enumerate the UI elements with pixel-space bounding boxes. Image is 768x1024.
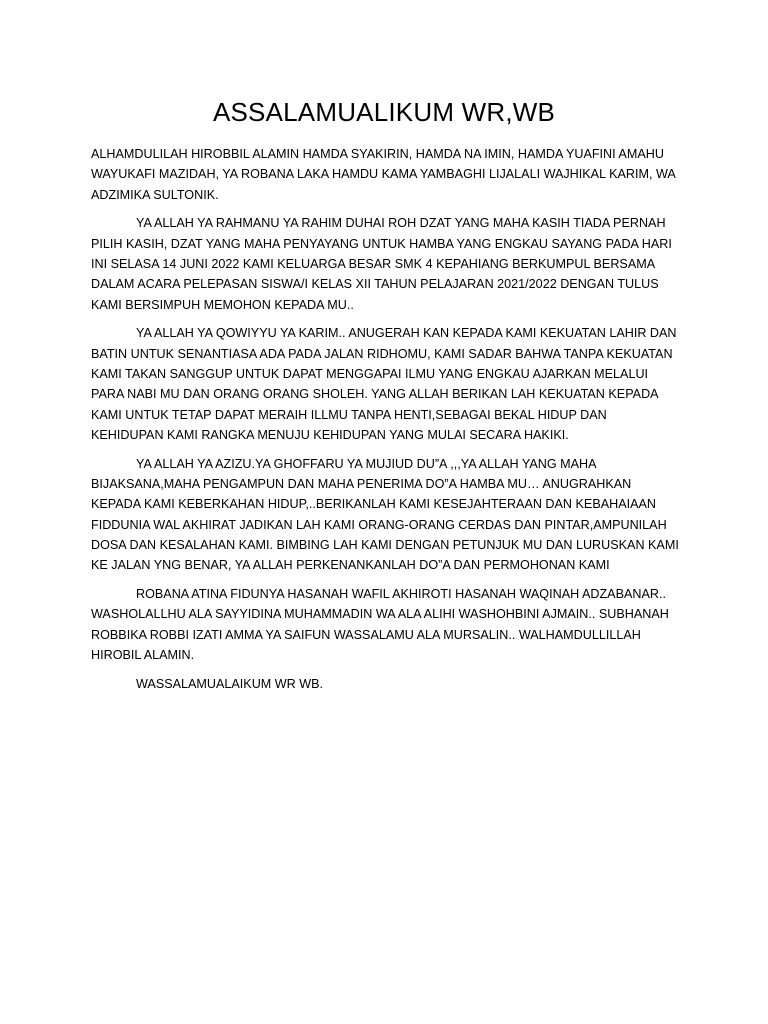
paragraph-closing: WASSALAMUALAIKUM WR WB. bbox=[136, 676, 324, 691]
paragraph-robana-atina: ROBANA ATINA FIDUNYA HASANAH WAFIL AKHIROTI HASANAH WAQINAH ADZABANAR.. WASHOLALLHU ALA SAYYIDINA MUHAMMADIN WA ALA ALIHI WASHOHBINI AJMAIN.. SUBHANAH ROBBIKA ROBBI IZATI AMMA YA SAIFUN WASSALAMU ALA MURSALIN.. WALHAMDULLILLAH HIROBIL ALAMIN. bbox=[91, 586, 669, 662]
page-title: ASSALAMUALIKUM WR,WB bbox=[212, 97, 556, 127]
paragraph-opening: ALHAMDULILAH HIROBBIL ALAMIN HAMDA SYAKIRIN, HAMDA NA IMIN, HAMDA YUAFINI AMAHU WAYUKAFI MAZIDAH, YA ROBANA LAKA HAMDU KAMA YAMBAGHI LIJALALI WAJHIKAL KARIM, WA ADZIMIKA SULTONIK. bbox=[91, 147, 676, 202]
paragraph-ya-rahmanu: YA ALLAH YA RAHMANU YA RAHIM DUHAI ROH DZAT YANG MAHA KASIH TIADA PERNAH PILIH KASIH, DZAT YANG MAHA PENYAYANG UNTUK HAMBA YANG ENGKAU SAYANG PADA HARI INI SELASA 14 JUNI 2022 KAMI KELUARGA BESAR SMK 4 KEPAHIANG BERKUMPUL BERSAMA DALAM ACARA PELEPASAN SISWA/I KELAS XII TAHUN PELAJARAN 2021/2022 DENGAN TULUS KAMI BERSIMPUH MEMOHON KEPADA MU.. bbox=[91, 216, 672, 312]
document-body bbox=[91, 144, 681, 702]
paragraph-ya-azizu: YA ALLAH YA AZIZU.YA GHOFFARU YA MUJIUD DU”A ,,,YA ALLAH YANG MAHA BIJAKSANA,MAHA PENGAMPUN DAN MAHA PENERIMA DO”A HAMBA MU… ANUGRAHKAN KEPADA KAMI KEBERKAHAN HIDUP,..BERIKANLAH KAMI KESEJAHTERAAN DAN KEBAHAIAAN FIDDUNIA WAL AKHIRAT JADIKAN LAH KAMI ORANG-ORANG CERDAS DAN PINTAR,AMPUNILAH DOSA DAN KESALAHAN KAMI. BIMBING LAH KAMI DENGAN PETUNJUK MU DAN LURUSKAN KAMI KE JALAN YNG BENAR, YA ALLAH PERKENANKANLAH DO”A DAN PERMOHONAN KAMI bbox=[91, 456, 679, 573]
paragraph-ya-qowiyyu: YA ALLAH YA QOWIYYU YA KARIM.. ANUGERAH KAN KEPADA KAMI KEKUATAN LAHIR DAN BATIN UNTUK SENANTIASA ADA PADA JALAN RIDHOMU, KAMI SADAR BAHWA TANPA KEKUATAN KAMI TAKAN SANGGUP UNTUK DAPAT MENGGAPAI ILMU YANG ENGKAU AJARKAN MELALUI PARA NABI MU DAN ORANG ORANG SHOLEH. YANG ALLAH BERIKAN LAH KEKUATAN KEPADA KAMI UNTUK TETAP DAPAT MERAIH ILLMU TANPA HENTI,SEBAGAI BEKAL HIDUP DAN KEHIDUPAN KAMI RANGKA MENUJU KEHIDUPAN YANG MULAI SECARA HAKIKI. bbox=[91, 326, 677, 442]
